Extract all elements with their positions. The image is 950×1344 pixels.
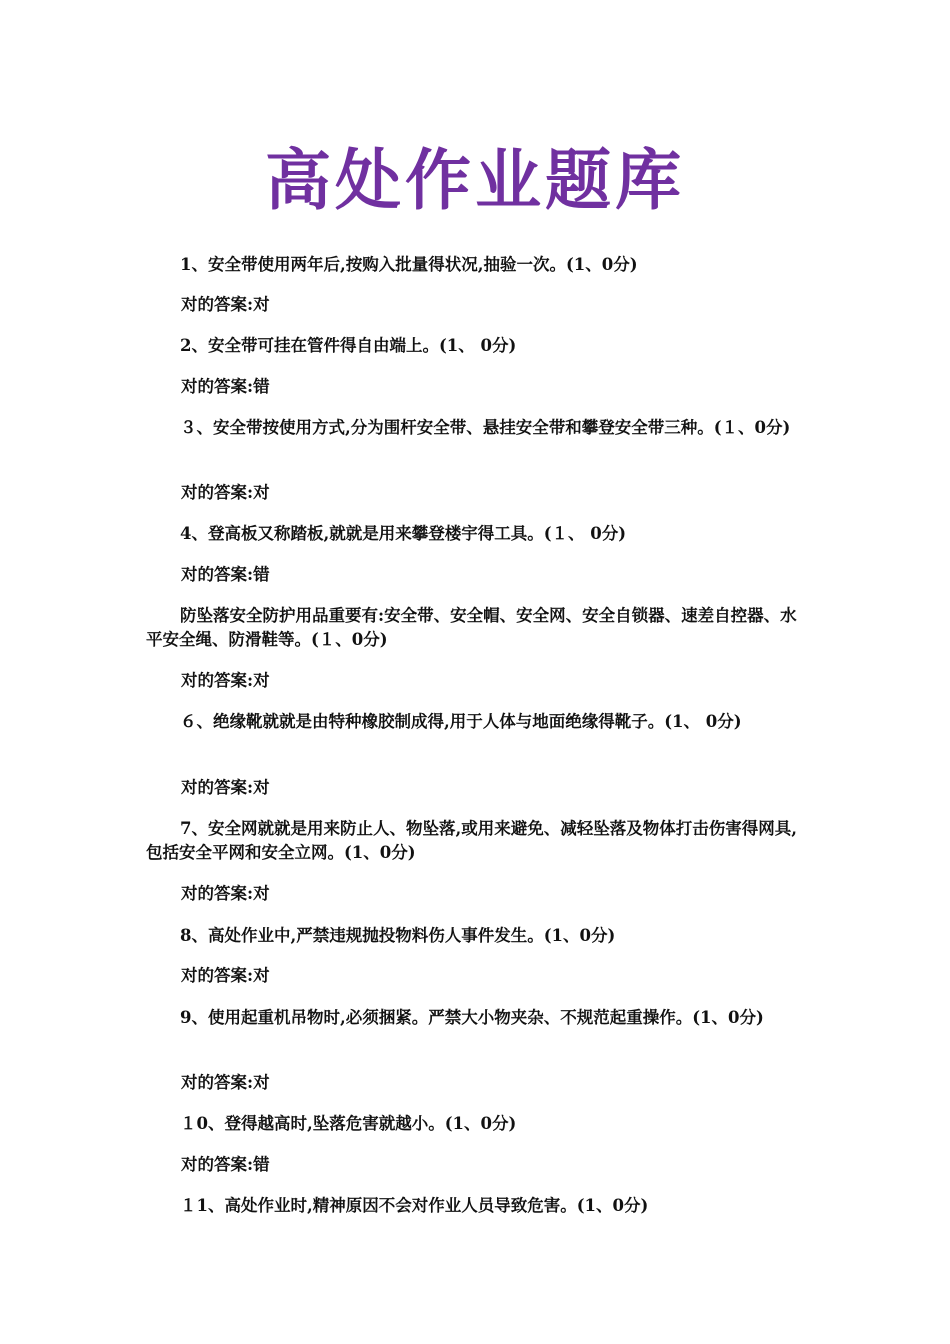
- answer-7: 对的答案:对: [181, 884, 270, 903]
- answer-5: 对的答案:对: [181, 671, 270, 690]
- question-4: 4、登高板又称踏板,就就是用来攀登楼宇得工具。(１、 0分): [180, 524, 627, 543]
- document-title: 高处作业题库: [265, 141, 685, 219]
- answer-2: 对的答案:错: [181, 377, 270, 396]
- question-10: １0、登得越高时,坠落危害就越小。(1、0分): [180, 1114, 517, 1133]
- question-11: １1、高处作业时,精神原因不会对作业人员导致危害。(1、0分): [180, 1196, 649, 1215]
- answer-10: 对的答案:错: [181, 1155, 270, 1174]
- question-5: 防坠落安全防护用品重要有:安全带、安全帽、安全网、安全自锁器、速差自控器、水平安全绳、防滑鞋等。(１、0分): [146, 606, 797, 649]
- question-1: 1、安全带使用两年后,按购入批量得状况,抽验一次。(1、0分): [180, 255, 638, 274]
- answer-3: 对的答案:对: [181, 483, 270, 502]
- question-8: 8、高处作业中,严禁违规抛投物料伤人事件发生。(1、0分): [180, 926, 616, 945]
- question-3: ３、安全带按使用方式,分为围杆安全带、悬挂安全带和攀登安全带三种。(１、0分): [180, 418, 791, 437]
- question-9: 9、使用起重机吊物时,必须捆紧。严禁大小物夹杂、不规范起重操作。(1、0分): [180, 1008, 764, 1027]
- question-2: 2、安全带可挂在管件得自由端上。(1、 0分): [180, 336, 517, 355]
- answer-6: 对的答案:对: [181, 778, 270, 797]
- question-6: ６、绝缘靴就就是由特种橡胶制成得,用于人体与地面绝缘得靴子。(1、 0分): [180, 712, 742, 731]
- question-7: 7、安全网就就是用来防止人、物坠落,或用来避免、减轻坠落及物体打击伤害得网具,包括安全平网和安全立网。(1、0分): [146, 819, 797, 862]
- answer-9: 对的答案:对: [181, 1073, 270, 1092]
- answer-8: 对的答案:对: [181, 966, 270, 985]
- answer-1: 对的答案:对: [181, 295, 270, 314]
- answer-4: 对的答案:错: [181, 565, 270, 584]
